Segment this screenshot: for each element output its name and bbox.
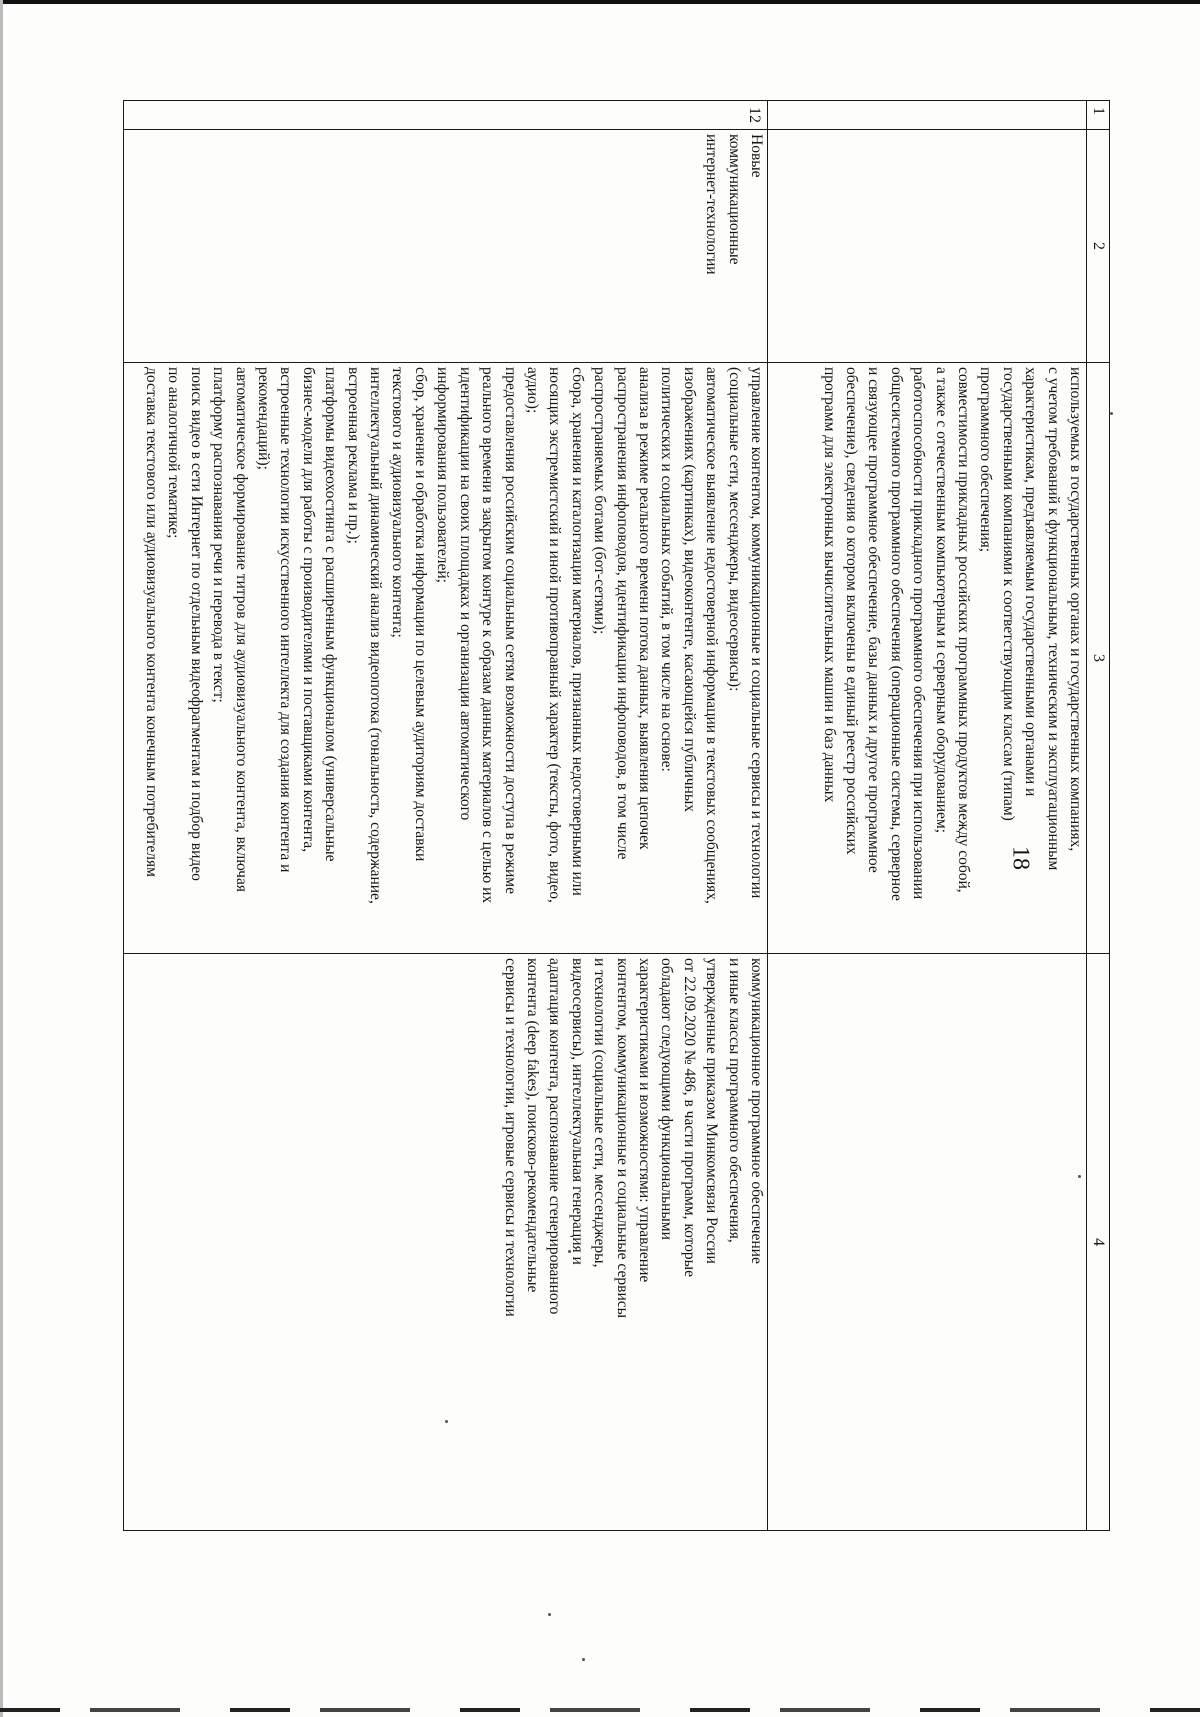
header-col-2: 2 [1087,130,1110,363]
text-line: реального времени в закрытом контуре к образам данных материалов с целью их [479,367,497,904]
text-line: с учетом требований к функциональным, техническим и эксплуатационным [1044,367,1062,871]
scan-speck [1110,412,1113,415]
text-line: предоставления российским социальным сетям возможности доступа в режиме [501,367,519,894]
software-class-cell [124,954,768,1531]
header-col-1: 1 [1087,101,1110,130]
text-line: контентом, коммуникационные и социальные сервисы [613,958,631,1319]
text-line: коммуникационное программное обеспечение [748,958,765,1264]
text-line: характеристикам, предъявляемым государственными органами и [1022,367,1040,797]
text-line: интернет-технологии [703,134,721,275]
text-line: носящих экстремистский и иной противоправный характер (тексты, фото, видео, [546,367,564,903]
text-line: автоматическое формирование титров для аудиовизуального контента, включая [232,367,250,892]
table-header-row [1087,101,1110,1531]
text-line: информирования пользователей; [434,367,452,583]
text-line: анализа в режиме реального времени потока данных, выявления цепочек [635,367,653,850]
text-line: (социальные сети, мессенджеры, видеосервисы): [725,367,743,692]
text-line: совместимости прикладных российских программных продуктов между собой, [954,367,972,893]
software-class-cell [768,954,1087,1531]
text-line: сервисы и технологии, игровые сервисы и технологии [501,958,519,1317]
text-line: бизнес-модели для работы с производителями и поставщиками контента, [299,367,317,853]
text-line: платформы видеохостинга с расширенным функционалом (универсальные [322,367,340,862]
text-line: государственными компаниями к соответствующим классам (типам) [999,367,1017,821]
text-line: используемых в государственных органах и государственных компаниях, [1067,367,1084,852]
text-line: характеристиками и возможностями: управление [635,958,653,1283]
text-line: программного обеспечения; [977,367,995,553]
text-line: сбор, хранение и обработка информации по целевым аудиториям доставки [411,367,429,862]
text-line: коммуникационные [725,134,743,265]
text-line: по аналогичной тематике; [165,367,183,539]
text-line: а также с отечественным компьютерным и серверным оборудованием; [932,367,950,834]
text-line: и технологии (социальные сети, мессенджеры, [591,958,609,1268]
text-line: обеспечение), сведения о котором включены в единый реестр российских [842,367,860,855]
text-line: обладают следующими функциональными [658,958,676,1240]
text-line: сбора, хранения и каталогизации материалов, признанных недостоверными или [568,367,586,896]
text-line: поиск видео в сети Интернет по отдельным видеофрагментам и подбор видео [187,367,205,881]
text-line: рекомендаций); [255,367,273,470]
text-line: Новые [748,134,765,178]
table-row [124,101,768,1531]
header-col-3: 3 [1087,363,1110,954]
text-line: автоматическое выявление недостоверной информации в текстовых сообщениях, [703,367,721,904]
text-line: программ для электронных вычислительных машин и баз данных [820,367,838,803]
header-col-4: 4 [1087,954,1110,1531]
technology-name-cell [124,130,768,363]
technology-table [123,100,1110,1531]
text-line: текстового и аудиовизуального контента; [389,367,407,638]
technology-name-cell [768,130,1087,363]
rotated-page-content [123,100,1110,1530]
text-line: политических и социальных событий, в том числе на основе: [658,367,676,772]
text-line: изображениях (картинках), видеоконтенте, касающейся публичных [680,367,698,812]
table-row [768,101,1087,1531]
text-line: встроенная реклама и пр.); [344,367,362,544]
text-line: идентификации на своих площадках и организации автоматического [456,367,474,821]
text-line: распространения инфоповодов, идентификации инфоповодов, в том числе [613,367,631,860]
text-line: работоспособности прикладного программного обеспечения при использовании [910,367,928,900]
text-line: и иные классы программного обеспечения, [725,958,743,1243]
text-line: утвержденные приказом Минкомсвязи России [703,958,721,1264]
text-line: распространяемых ботами (бот-сетями); [591,367,609,635]
row-number-cell [768,101,1087,130]
scan-border-left [0,0,3,1717]
text-line: адаптация контента, распознавание сгенерированного [546,958,564,1315]
text-line: платформу распознавания речи и перевода в текст; [210,367,228,703]
text-line: доставка текстового или аудиовизуального контента конечным потребителям [143,367,161,877]
page-number: 18 [1007,846,1034,870]
scan-border-top [0,0,1200,4]
text-line: от 22.09.2020 № 486, в части программ, которые [680,958,698,1277]
technology-description-cell [124,363,768,954]
row-number-cell: 12 [124,101,768,130]
text-line: интеллектуальный динамический анализ видеопотока (тональность, содержание, [367,367,385,904]
scan-speck [548,1613,551,1616]
technology-description-cell [768,363,1087,954]
text-line: и связующее программное обеспечение, базы данных и другое программное [865,367,883,873]
text-line: общесистемного программного обеспечения (операционные системы, серверное [887,367,905,901]
scan-speck [582,1658,585,1661]
text-line: контента (deep fakes), поисково-рекомендательные [523,958,541,1293]
scan-border-bottom [0,1708,1200,1712]
text-line: встроенные технологии искусственного интеллекта для создания контента и [277,367,295,873]
text-line: управление контентом, коммуникационные и социальные сервисы и технологии [748,367,765,899]
text-line: видеосервисы), интеллектуальная генерация и [568,958,586,1265]
text-line: аудио); [523,367,541,414]
